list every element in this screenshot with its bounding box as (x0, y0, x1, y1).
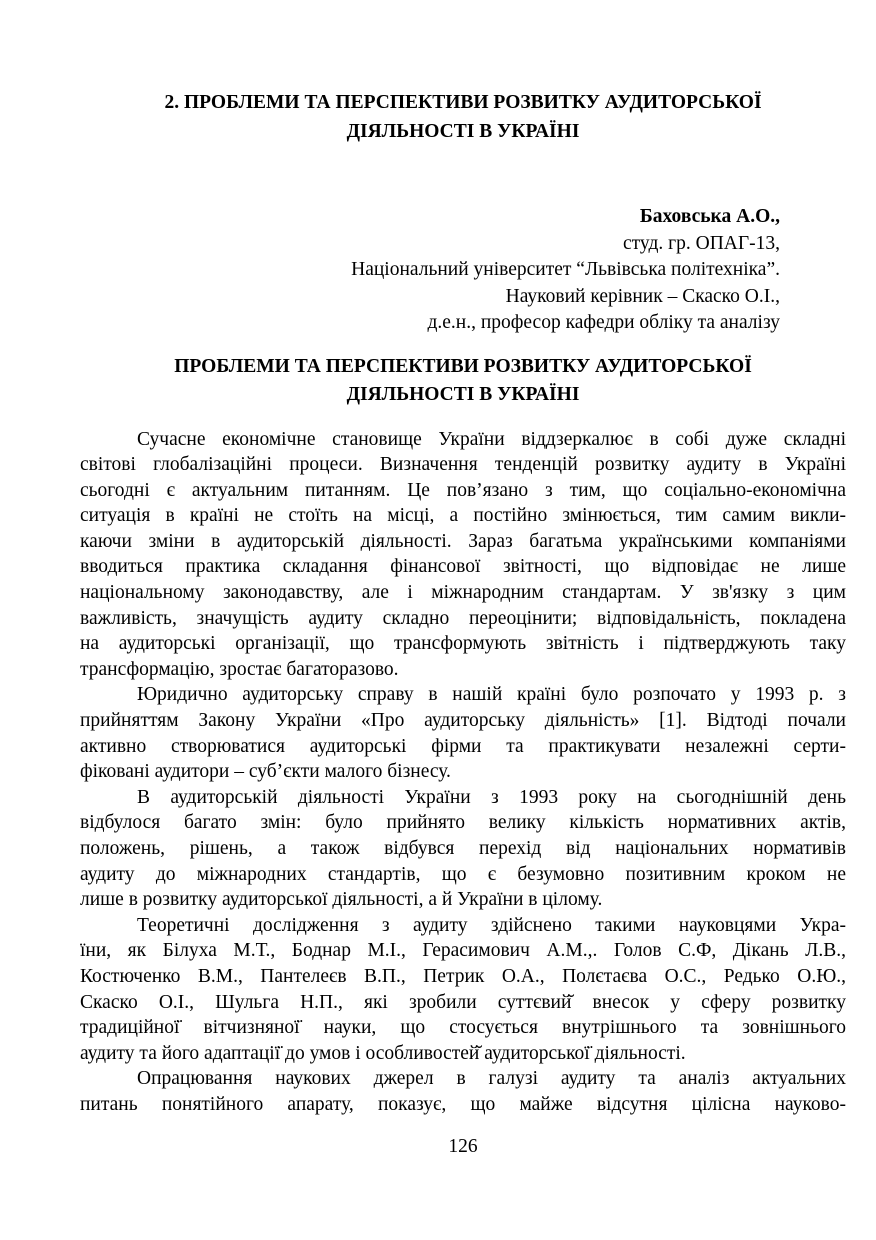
body-line: фіковані аудитори – суб’єкти малого бізнесу. (80, 761, 451, 783)
body-line: трансформацію, зростає багаторазово. (80, 658, 399, 680)
article-title-line2: ДІЯЛЬНОСТІ В УКРАЇНІ (346, 384, 580, 405)
body-line: В аудиторській діяльності України з 1993 року на сьогоднішній день (137, 786, 846, 808)
paragraph (80, 682, 846, 784)
article-body (80, 427, 846, 1118)
paragraph (80, 427, 846, 683)
author-block (80, 204, 846, 337)
body-line: лише в розвитку аудиторської діяльності, а й України в цілому. (80, 889, 603, 911)
body-line: Юридично аудиторську справу в нашій країні було розпочато у 1993 р. з (137, 684, 846, 706)
body-line: питань понятійного апарату, показує, що майже відсутня цілісна науково- (80, 1093, 846, 1115)
chapter-title-line2: ДІЯЛЬНОСТІ В УКРАЇНІ (346, 121, 580, 142)
body-line: світові глобалізаційні процеси. Визначення тенденцій розвитку аудиту в Україні (80, 454, 846, 476)
body-line: активно створюватися аудиторські фірми та практикувати незалежні серти- (80, 735, 846, 757)
paragraph (80, 913, 846, 1067)
body-line: Скаско О.І., Шульга Н.П., які зробили суттєвий̆ внесок у сферу розвитку (80, 991, 846, 1013)
article-title-line1: ПРОБЛЕМИ ТА ПЕРСПЕКТИВИ РОЗВИТКУ АУДИТОРСЬКОЇ (174, 355, 752, 377)
page-number: 126 (448, 1135, 478, 1157)
body-line: аудиту до міжнародних стандартів, що є безумовно позитивним кроком не (80, 863, 846, 885)
body-line: Опрацювання наукових джерел в галузі аудиту та аналіз актуальних (137, 1068, 846, 1090)
author-group: студ. гр. ОПАГ-13, (623, 232, 780, 254)
body-line: Сучасне економічне становище України віддзеркалює в собі дуже складні (137, 428, 846, 450)
body-line: положень, рішень, а також відбувся перехід від національних нормативів (80, 838, 846, 859)
body-line: Костюченко В.М., Пантелеєв В.П., Петрик О.А., Полєтаєва О.С., Редько О.Ю., (80, 965, 846, 987)
body-line: Теоретичні дослідження з аудиту здійснено такими науковцями Укра- (137, 914, 846, 936)
article-title (80, 353, 846, 410)
body-line: традиційної̈ вітчизняної̈ науки, що стосується внутрішнього та зовнішнього (80, 1017, 846, 1039)
body-line: ситуація в країні не стоїть на місці, а постійно змінюється, тим самим викли- (80, 505, 846, 527)
body-line: їни, як Білуха М.Т., Боднар М.І., Герасимович А.М.,. Голов С.Ф, Дікань Л.В., (80, 940, 846, 962)
body-line: сьогодні є актуальним питанням. Це пов’язано з тим, що соціально-економічна (80, 479, 846, 501)
supervisor-title: д.е.н., професор кафедри обліку та аналізу (427, 312, 780, 333)
author-university: Національний університет “Львівська політехніка”. (351, 259, 780, 280)
paragraph (80, 785, 846, 913)
body-line: аудиту та його адаптації̈ до умов і особливостей̆ аудиторської̈ діяльності. (80, 1042, 686, 1064)
body-line: на аудиторські організації, що трансформують звітність і підтверджують таку (80, 633, 846, 655)
body-line: національному законодавству, але і міжнародним стандартам. У зв'язку з цим (80, 582, 846, 604)
body-line: прийняттям Закону України «Про аудиторську діяльність» [1]. Відтоді почали (80, 710, 846, 732)
body-line: вводиться практика складання фінансової звітності, що відповідає не лише (80, 556, 846, 578)
paragraph (80, 1066, 846, 1117)
chapter-title-line1: 2. ПРОБЛЕМИ ТА ПЕРСПЕКТИВИ РОЗВИТКУ АУДИТОРСЬКОЇ (164, 92, 762, 113)
body-line: відбулося багато змін: було прийнято велику кількість нормативних актів, (80, 812, 846, 834)
chapter-title (80, 0, 846, 146)
supervisor-name: Науковий керівник – Скаско О.І., (505, 285, 780, 307)
body-line: каючи зміни в аудиторській діяльності. Зараз багатьма українськими компаніями (80, 530, 846, 552)
body-line: важливість, значущість аудиту складно переоцінити; відповідальність, покладена (80, 607, 846, 629)
author-name: Баховська А.О., (639, 206, 780, 227)
